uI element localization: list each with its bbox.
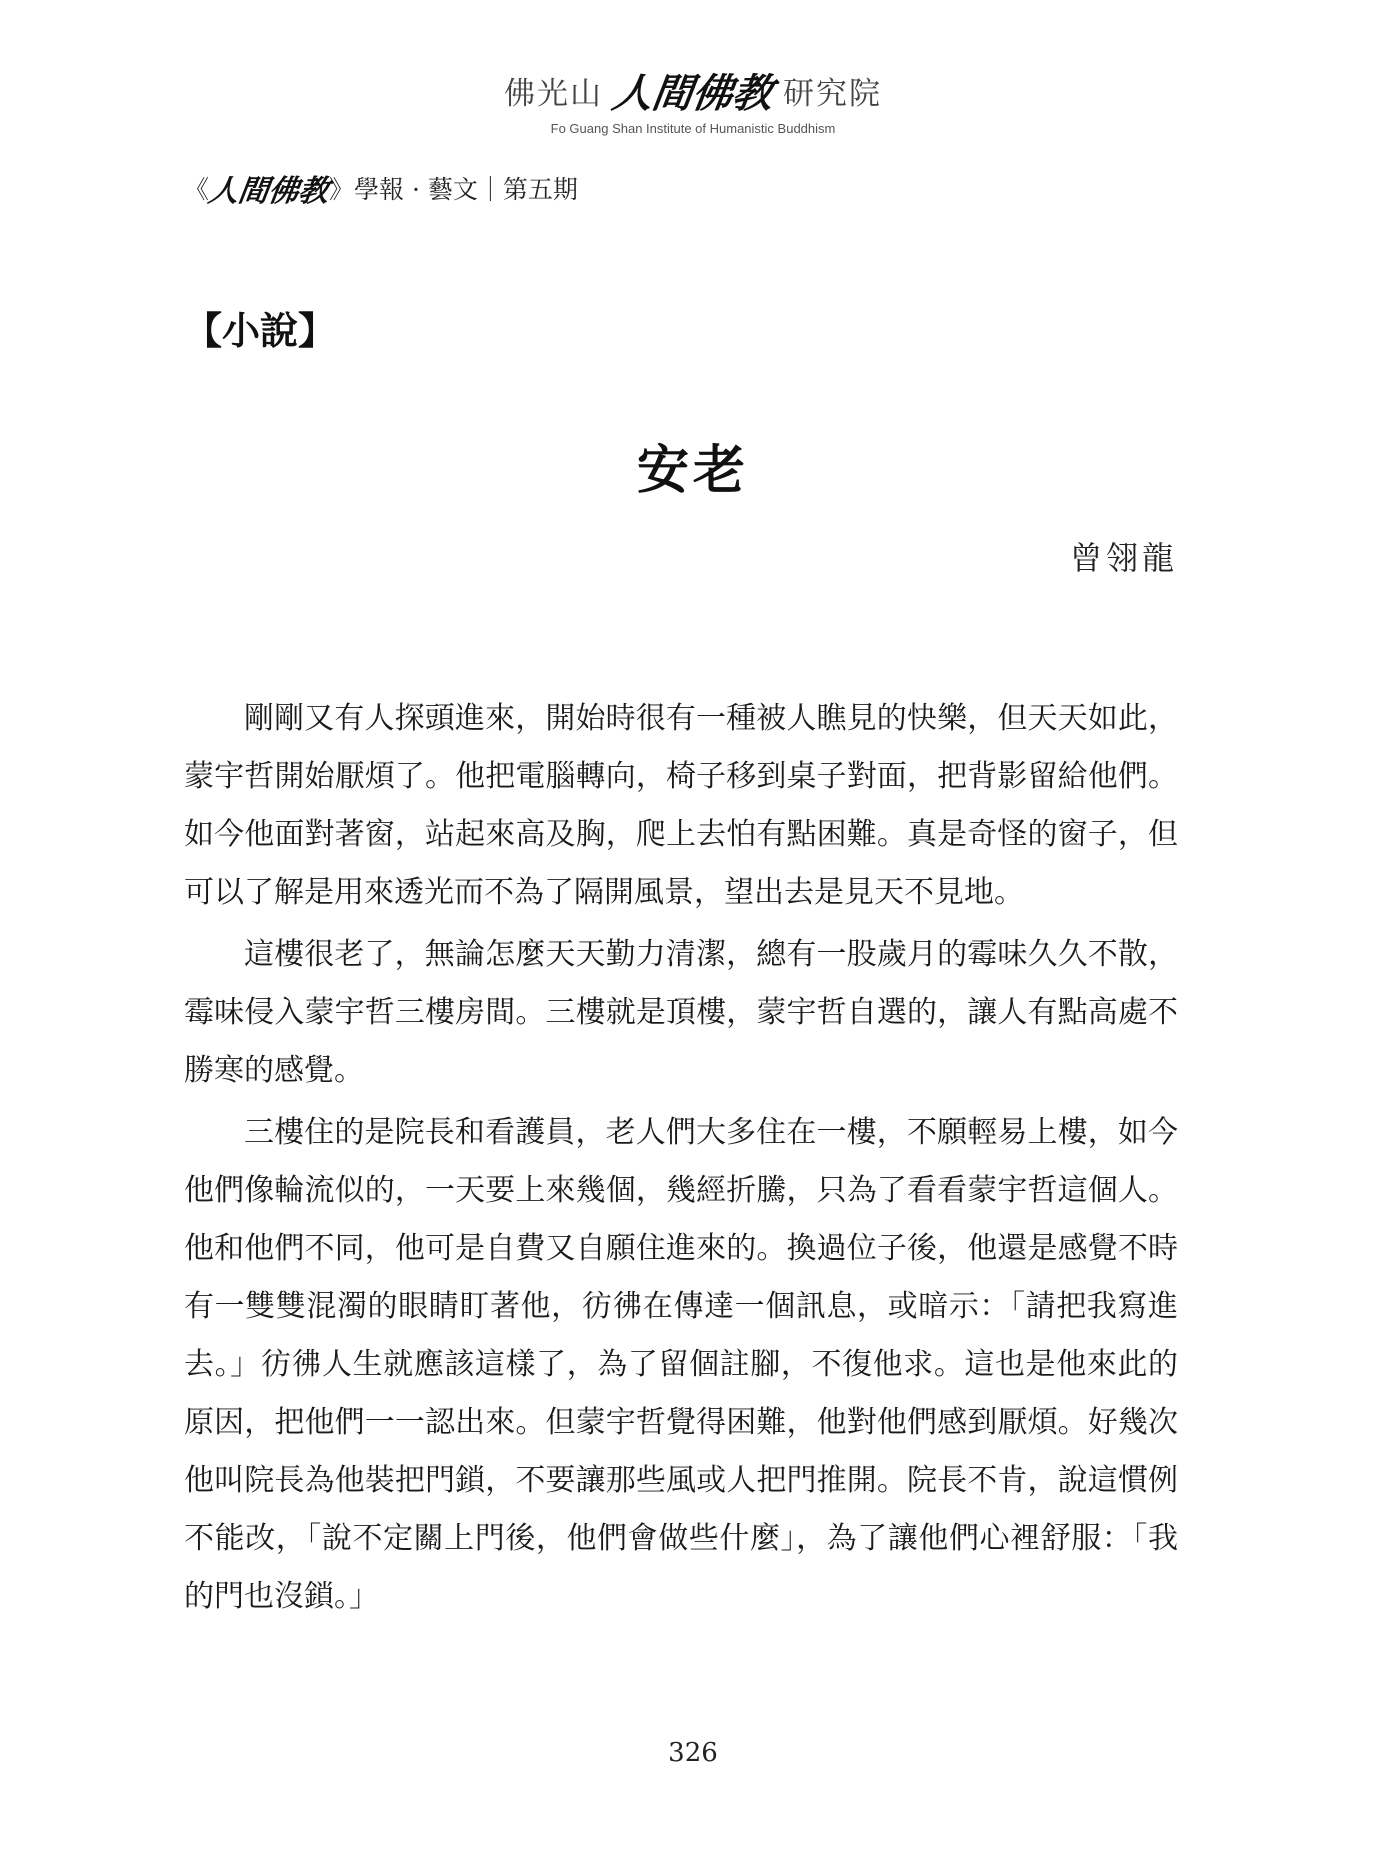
article-body: [184, 690, 1178, 1630]
body-paragraph-3: 三樓住的是院長和看護員，老人們大多住在一樓，不願輕易上樓，如今他們像輪流似的，一天要上來幾個，幾經折騰，只為了看看蒙宇哲這個人。他和他們不同，他可是自費又自願住進來的。換過位子後，他還是感覺不時有一雙雙混濁的眼睛盯著他，彷彿在傳達一個訊息，或暗示：「請把我寫進去。」彷彿人生就應該這樣了，為了留個註腳，不復他求。這也是他來此的原因，把他們一一認出來。但蒙宇哲覺得困難，他對他們感到厭煩。好幾次他叫院長為他裝把門鎖，不要讓那些風或人把門推開。院長不肯，說這慣例不能改，「說不定關上門後，他們會做些什麼」，為了讓他們心裡舒服：「我的門也沒鎖。」: [184, 1115, 1178, 1614]
brand-left-text: 佛光山: [504, 76, 603, 112]
institute-name: [504, 62, 882, 119]
brand-calligraphy-logo: 人間佛教: [609, 71, 776, 117]
journal-running-head: [184, 166, 578, 210]
brand-right-text: 研究院: [783, 76, 882, 112]
body-paragraph-2: 這樓很老了，無論怎麼天天勤力清潔，總有一股歲月的霉味久久不散，霉味侵入蒙宇哲三樓房間。三樓就是頂樓，蒙宇哲自選的，讓人有點高處不勝寒的感覺。: [184, 937, 1178, 1088]
journal-calligraphy-title: 人間佛教: [206, 174, 331, 209]
article-title: 安老: [636, 440, 749, 501]
journal-issue-label: 》學報 · 藝文｜第五期: [329, 175, 578, 204]
article-author: 曾翎龍: [1069, 539, 1178, 577]
journal-open-bracket: 《: [184, 175, 210, 204]
section-label: 【小說】: [184, 308, 337, 353]
page-number: 326: [668, 1738, 718, 1768]
institute-header: [0, 62, 1386, 136]
body-paragraph-1: 剛剛又有人探頭進來，開始時很有一種被人瞧見的快樂，但天天如此，蒙宇哲開始厭煩了。他把電腦轉向，椅子移到桌子對面，把背影留給他們。如今他面對著窗，站起來高及胸，爬上去怕有點困難。真是奇怪的窗子，但可以了解是用來透光而不為了隔開風景，望出去是見天不見地。: [184, 701, 1178, 910]
institute-english-name: Fo Guang Shan Institute of Humanistic Buddhism: [550, 121, 836, 136]
